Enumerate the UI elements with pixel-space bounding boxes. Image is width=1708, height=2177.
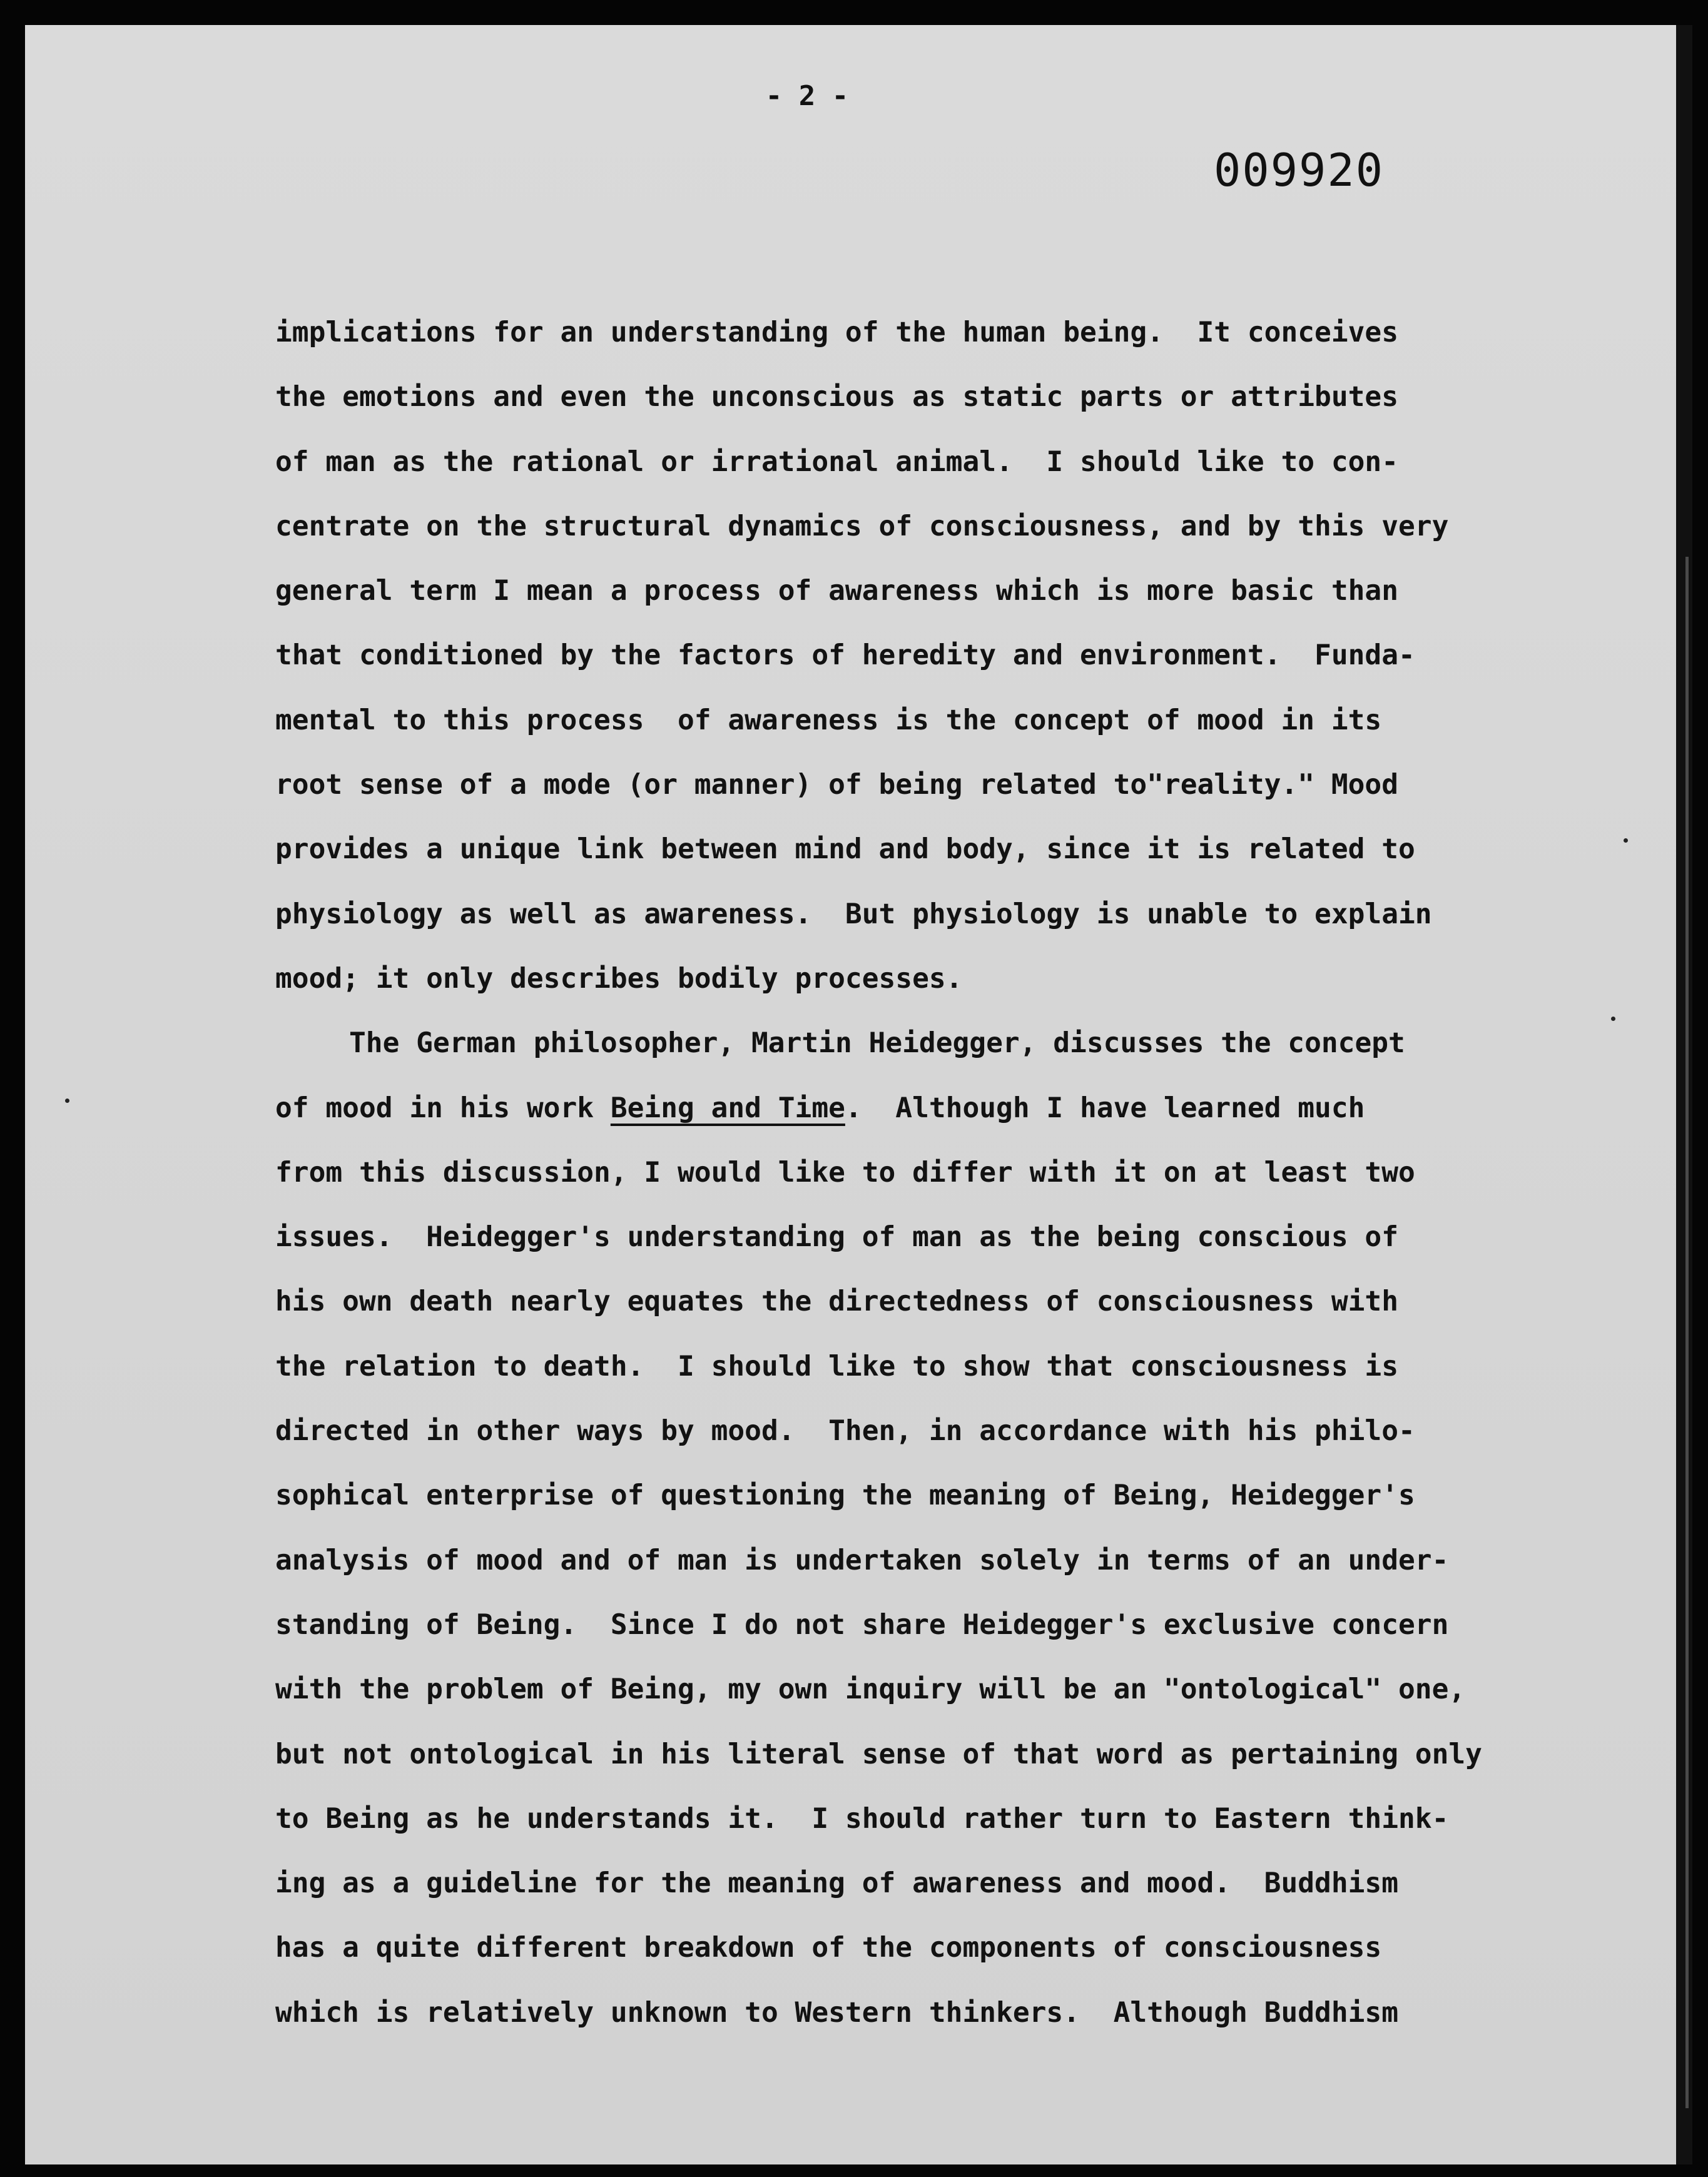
text-segment: of mood in his work — [275, 1092, 611, 1124]
text-line: physiology as well as awareness. But physiology is unable to explain — [275, 898, 1432, 930]
text-line — [275, 1076, 1527, 1140]
document-page — [25, 25, 1692, 2164]
text-line: directed in other ways by mood. Then, in accordance with his philo- — [275, 1415, 1415, 1448]
text-line: centrate on the structural dynamics of consciousness, and by this very — [275, 510, 1449, 542]
text-line: to Being as he understands it. I should rather turn to Eastern think- — [275, 1802, 1449, 1835]
text-line: with the problem of Being, my own inquiry will be an "ontological" one, — [275, 1673, 1466, 1706]
scan-speck — [65, 1099, 69, 1103]
text-line: root sense of a mode (or manner) of being related to"reality." Mood — [275, 769, 1399, 801]
text-line: implications for an understanding of the human being. It conceives — [275, 317, 1399, 348]
text-line: but not ontological in his literal sense of that word as pertaining only — [275, 1738, 1482, 1770]
text-line: issues. Heidegger's understanding of man as the being conscious of — [275, 1221, 1399, 1254]
text-line: his own death nearly equates the directedness of consciousness with — [275, 1286, 1399, 1318]
text-line: sophical enterprise of questioning the meaning of Being, Heidegger's — [275, 1479, 1415, 1512]
text-line: mental to this process of awareness is the concept of mood in its — [275, 704, 1382, 736]
page-edge-shadow — [1676, 25, 1692, 2164]
margin-rule — [1685, 557, 1689, 2108]
text-line: from this discussion, I would like to differ with it on at least two — [275, 1156, 1415, 1189]
text-line: the relation to death. I should like to show that consciousness is — [275, 1350, 1399, 1383]
text-line: the emotions and even the unconscious as static parts or attributes — [275, 381, 1399, 414]
page-number: - 2 - — [765, 80, 849, 112]
text-line: which is relatively unknown to Western thinkers. Although Buddhism — [275, 1996, 1399, 2029]
text-line: that conditioned by the factors of heredity and environment. Funda- — [275, 639, 1415, 672]
text-line: analysis of mood and of man is undertaken solely in terms of an under- — [275, 1544, 1449, 1576]
book-title-underlined: Being and Time — [610, 1092, 845, 1124]
text-segment: . Although I have learned much — [845, 1092, 1365, 1124]
text-line: has a quite different breakdown of the components of consciousness — [275, 1932, 1382, 1964]
document-id-stamp: 009920 — [1214, 144, 1385, 196]
text-line: of man as the rational or irrational animal. I should like to con- — [275, 445, 1399, 478]
scan-speck — [1611, 1017, 1615, 1021]
text-line: standing of Being. Since I do not share Heidegger's exclusive concern — [275, 1608, 1449, 1641]
paragraph-start-line: The German philosopher, Martin Heidegger, discusses the concept — [349, 1027, 1405, 1060]
text-line: mood; it only describes bodily processes. — [275, 962, 963, 995]
scan-speck — [1624, 838, 1628, 843]
text-line: general term I mean a process of awareness which is more basic than — [275, 575, 1399, 607]
body-text — [275, 300, 1527, 2045]
text-line: provides a unique link between mind and body, since it is related to — [275, 833, 1415, 866]
text-line: ing as a guideline for the meaning of awareness and mood. Buddhism — [275, 1867, 1399, 1900]
